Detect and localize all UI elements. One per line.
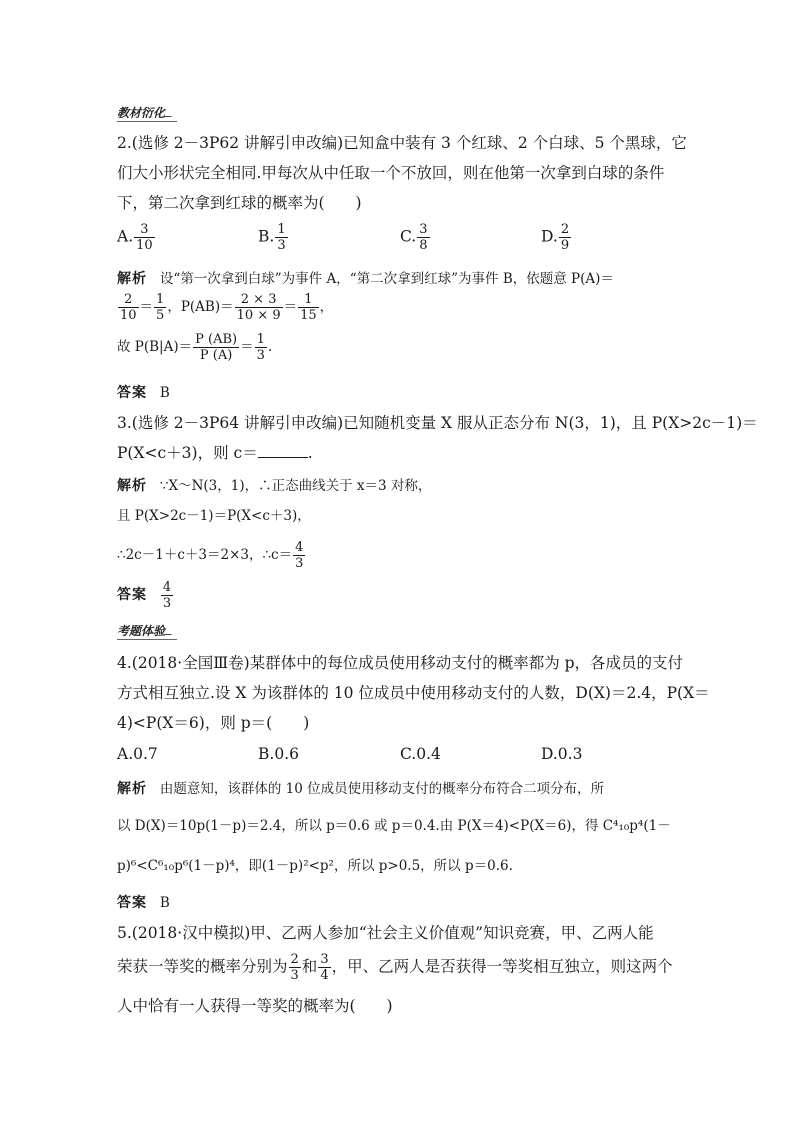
fraction: $\frac{1}{15}$ <box>300 292 317 323</box>
q2-answer <box>117 382 170 404</box>
q3-solution-line-3: ∴2c－1＋c＋3＝2×3，∴c＝ $\frac{4}{3}$ <box>117 540 304 571</box>
q4-solution-line-3: p)⁶<C⁶₁₀p⁶(1－p)⁴，即(1－p)²<p²，所以 p>0.5，所以 p＝0.6. <box>117 858 513 874</box>
fraction: $\frac{3}{10}$ <box>136 222 153 253</box>
q5-line-3: 人中恰有一人获得一等奖的概率为( ) <box>117 997 393 1015</box>
section-tick-mark <box>163 110 177 117</box>
fraction: $\frac{2 \times 3}{10 \times 9}$ <box>236 292 281 323</box>
fraction: $\frac{3}{8}$ <box>419 222 428 253</box>
q2-line-2: 们大小形状完全相同.甲每次从中任取一个不放回，则在他第一次拿到白球的条件 <box>117 164 665 182</box>
q2-line-3: 下，第二次拿到红球的概率为( ) <box>117 194 362 212</box>
q2-option-b <box>258 222 289 253</box>
fraction: $\frac{1}{3}$ <box>277 222 286 253</box>
q2-option-c <box>400 222 431 253</box>
q4-solution-line-1: 解析 由题意知，该群体的 10 位成员使用移动支付的概率分布符合二项分布，所 <box>117 781 605 797</box>
q4-answer <box>117 892 170 914</box>
q3-solution-line-2: 且 P(X>2c－1)＝P(X<c＋3)， <box>117 508 311 524</box>
solution-label: 解析 <box>117 478 147 494</box>
answer-fraction: $\frac{4}{3}$ <box>162 580 172 611</box>
q3-line-2: P(X<c＋3)，则 c＝ . <box>117 444 313 462</box>
fraction: $\frac{1}{5}$ <box>156 292 165 323</box>
answer-label: 答案 <box>117 385 147 401</box>
q5-line-1: 5.(2018·汉中模拟)甲、乙两人参加“社会主义价值观”知识竞赛，甲、乙两人能 <box>117 924 654 942</box>
q4-line-1: 4.(2018·全国Ⅲ卷)某群体中的每位成员使用移动支付的概率都为 p，各成员的支付 <box>117 654 684 672</box>
fraction: $\frac{2}{9}$ <box>560 222 570 253</box>
q2-option-a <box>117 222 156 253</box>
answer-value: B <box>159 385 170 401</box>
fraction: $\frac{2}{3}$ <box>290 952 299 983</box>
q4-line-2: 方式相互独立.设 X 为该群体的 10 位成员中使用移动支付的人数，D(X)＝2.4，P(X＝ <box>117 684 710 702</box>
q2-solution-line-2: $\frac{2}{10}$ ＝ $\frac{1}{5}$ ，P(AB)＝ $\frac{2 \times 3}{10 \times 9}$ ＝ $\frac{1}{15}$ ， <box>120 292 334 323</box>
fraction: $\frac{4}{3}$ <box>295 540 304 571</box>
section-header-textbook <box>117 104 174 121</box>
section-tick-mark <box>163 628 177 635</box>
fraction: $\frac{P (AB)}{P (A)}$ <box>195 332 238 363</box>
answer-blank <box>258 443 308 458</box>
section-underline <box>117 121 177 122</box>
section-header-text: 教材衍化 <box>117 106 166 120</box>
option-letter: C. <box>400 227 417 246</box>
q2-solution-line-1: 解析 设“第一次拿到白球”为事件 A，“第二次拿到红球”为事件 B，依题意 P(A)＝ <box>117 271 614 287</box>
q4-option-b: B.0.6 <box>258 745 299 763</box>
option-letter: A. <box>117 227 134 246</box>
q3-line-1: 3.(选修 2－3P64 讲解引申改编)已知随机变量 X 服从正态分布 N(3，1)，且 P(X>2c－1)＝ <box>117 414 758 432</box>
q3-answer <box>117 580 174 611</box>
q2-line-1: 2.(选修 2－3P62 讲解引申改编)已知盒中装有 3 个红球、2 个白球、5 个黑球，它 <box>117 134 687 152</box>
q4-solution-line-2: 以 D(X)＝10p(1－p)＝2.4，所以 p＝0.6 或 p＝0.4.由 P(X＝4)<P(X＝6)，得 C⁴₁₀p⁴(1－ <box>117 818 671 834</box>
solution-label: 解析 <box>117 271 147 287</box>
option-letter: D. <box>541 227 558 246</box>
q4-option-c: C.0.4 <box>400 745 441 763</box>
q4-line-3: 4)<P(X＝6)，则 p＝( ) <box>117 714 310 732</box>
section-underline <box>117 639 177 640</box>
fraction: $\frac{1}{3}$ <box>256 332 265 363</box>
answer-value: B <box>159 895 170 911</box>
fraction: $\frac{3}{4}$ <box>320 952 329 983</box>
q4-option-d: D.0.3 <box>541 745 583 763</box>
q4-option-a: A.0.7 <box>117 745 158 763</box>
q3-solution-line-1: 解析 ∵X～N(3，1)，∴正态曲线关于 x＝3 对称， <box>117 478 432 494</box>
answer-label: 答案 <box>117 895 147 911</box>
q2-solution-line-3: 故 P(B|A)＝ $\frac{P (AB)}{P (A)}$ ＝ $\frac{1}{3}$ . <box>117 332 273 363</box>
option-letter: B. <box>258 227 275 246</box>
section-header-exam <box>117 622 174 639</box>
q5-line-2: 荣获一等奖的概率分别为 $\frac{2}{3}$ 和 $\frac{3}{4}$ ，甲、乙两人是否获得一等奖相互独立，则这两个 <box>117 952 673 983</box>
fraction: $\frac{2}{10}$ <box>120 292 137 323</box>
answer-label: 答案 <box>117 587 147 603</box>
solution-label: 解析 <box>117 781 147 797</box>
q2-option-d <box>541 222 572 253</box>
section-header-text: 考题体验 <box>117 624 166 638</box>
